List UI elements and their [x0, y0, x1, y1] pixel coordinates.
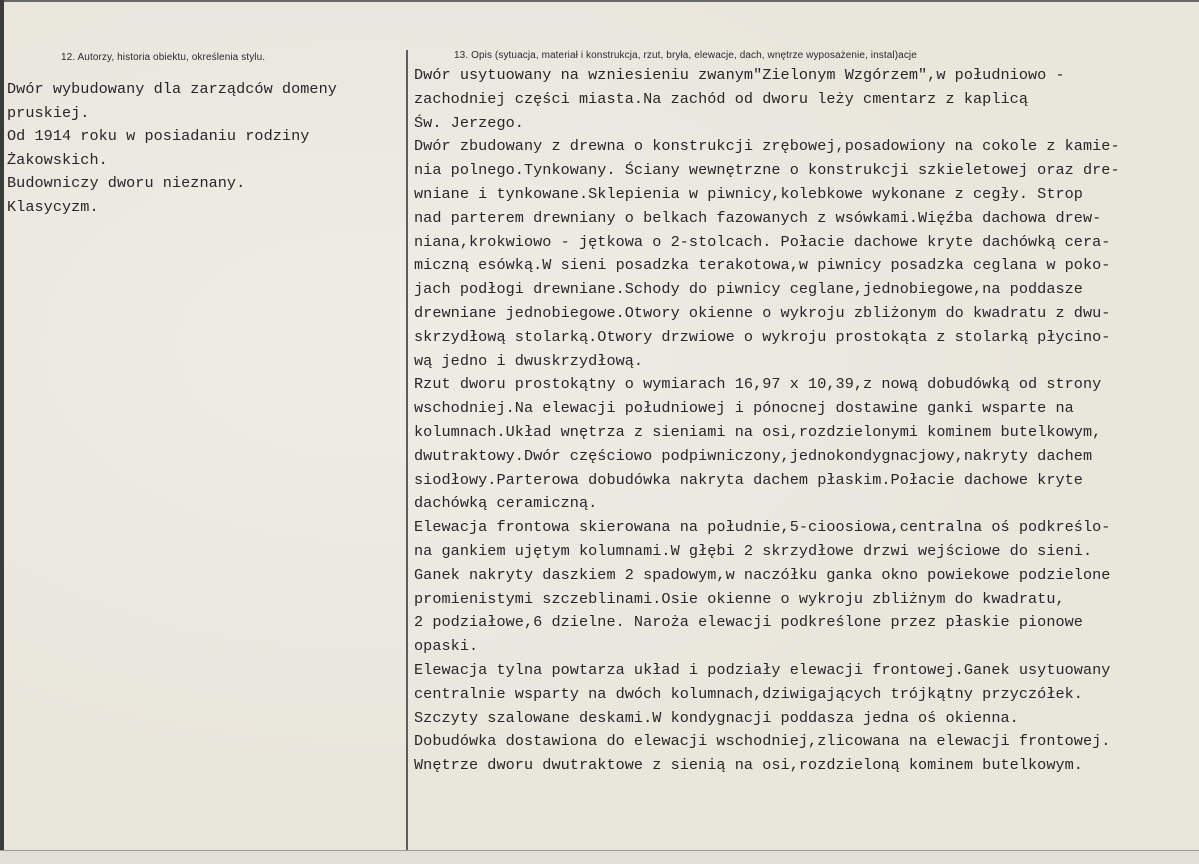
history-text-line: Klasycyzm.: [7, 197, 99, 216]
description-text-column: [414, 64, 1196, 778]
description-text-line: wschodniej.Na elewacji południowej i pónocnej dostawine ganki wsparte na: [414, 399, 1074, 418]
description-text-line: Św. Jerzego.: [414, 113, 524, 132]
description-text-line: kolumnach.Układ wnętrza z sieniami na osi,rozdzielonymi kominem butelkowym,: [414, 422, 1102, 441]
description-text-line: siodłowy.Parterowa dobudówka nakryta dachem płaskim.Połacie dachowe kryte: [414, 470, 1083, 489]
description-text-line: jach podłogi drewniane.Schody do piwnicy ceglane,jednobiegowe,na poddasze: [414, 280, 1083, 299]
description-text-line: promienistymi szczeblinami.Osie okienne o wykroju zbliżnym do kwadratu,: [414, 589, 1065, 608]
description-text-line: wniane i tynkowane.Sklepienia w piwnicy,kolebkowe wykonane z cegły. Strop: [414, 184, 1083, 203]
description-text-line: wą jedno i dwuskrzydłową.: [414, 351, 644, 370]
history-text-line: pruskiej.: [7, 103, 90, 122]
column-divider: [406, 50, 408, 850]
history-text-line: Budowniczy dworu nieznany.: [7, 174, 246, 193]
description-text-line: Dwór zbudowany z drewna o konstrukcji zrębowej,posadowiony na cokole z kamie-: [414, 137, 1120, 156]
description-text-line: centralnie wsparty na dwóch kolumnach,dziwigających trójkątny przyczółek.: [414, 684, 1083, 703]
description-text-line: Dobudówka dostawiona do elewacji wschodniej,zlicowana na elewacji frontowej.: [414, 732, 1111, 751]
section-13-heading: 13. Opis (sytuacja, materiał i konstrukcja, rzut, bryła, elewacje, dach, wnętrze wyposażenie, instal)acje: [454, 50, 917, 61]
bottom-border: [0, 850, 1199, 864]
description-text-line: opaski.: [414, 637, 479, 656]
description-text-line: nia polnego.Tynkowany. Ściany wewnętrzne o konstrukcji szkieletowej oraz dre-: [414, 161, 1120, 180]
description-text-line: Szczyty szalowane deskami.W kondygnacji poddasza jedna oś okienna.: [414, 708, 1019, 727]
description-text-line: nad parterem drewniany o belkach fazowanych z wsówkami.Więźba dachowa drew-: [414, 208, 1102, 227]
left-border: [0, 0, 4, 864]
description-text-line: Dwór usytuowany na wzniesieniu zwanym"Zielonym Wzgórzem",w południowo -: [414, 66, 1065, 84]
description-text-line: na gankiem ujętym kolumnami.W głębi 2 skrzydłowe drzwi wejściowe do sieni.: [414, 541, 1093, 560]
description-text-line: Ganek nakryty daszkiem 2 spadowym,w naczółku ganka okno powiekowe podzielone: [414, 565, 1111, 584]
description-text-line: niana,krokwiowo - jętkowa o 2-stolcach. Połacie dachowe kryte dachówką cera-: [414, 232, 1111, 251]
description-text-line: miczną esówką.W sieni posadzka terakotowa,w piwnicy posadzka ceglana w poko-: [414, 256, 1111, 275]
history-text-column: [7, 78, 402, 220]
description-text-line: Rzut dworu prostokątny o wymiarach 16,97 x 10,39,z nową dobudówką od strony: [414, 375, 1102, 394]
description-text-line: skrzydłową stolarką.Otwory drzwiowe o wykroju prostokąta z stolarką płycino-: [414, 327, 1111, 346]
description-text-line: dwutraktowy.Dwór częściowo podpiwniczony,jednokondygnacjowy,nakryty dachem: [414, 446, 1093, 465]
history-text-line: Dwór wybudowany dla zarządców domeny: [7, 80, 337, 98]
description-text-line: 2 podziałowe,6 dzielne. Naroża elewacji podkreślone przez płaskie pionowe: [414, 613, 1083, 632]
history-text-line: Żakowskich.: [7, 150, 108, 169]
description-text-line: zachodniej części miasta.Na zachód od dworu leży cmentarz z kaplicą: [414, 89, 1028, 108]
history-text-line: Od 1914 roku w posiadaniu rodziny: [7, 127, 310, 146]
description-text-line: Elewacja frontowa skierowana na południe,5-cioosiowa,centralna oś podkreślo-: [414, 518, 1111, 537]
description-text-line: Elewacja tylna powtarza układ i podziały elewacji frontowej.Ganek usytuowany: [414, 660, 1111, 679]
description-text-line: Wnętrze dworu dwutraktowe z sienią na osi,rozdzieloną kominem butelkowym.: [414, 756, 1083, 775]
top-border: [0, 0, 1199, 2]
section-12-heading: 12. Autorzy, historia obiektu, określenia stylu.: [61, 52, 266, 63]
description-text-line: drewniane jednobiegowe.Otwory okienne o wykroju zbliżonym do kwadratu z dwu-: [414, 303, 1111, 322]
description-text-line: dachówką ceramiczną.: [414, 494, 598, 513]
